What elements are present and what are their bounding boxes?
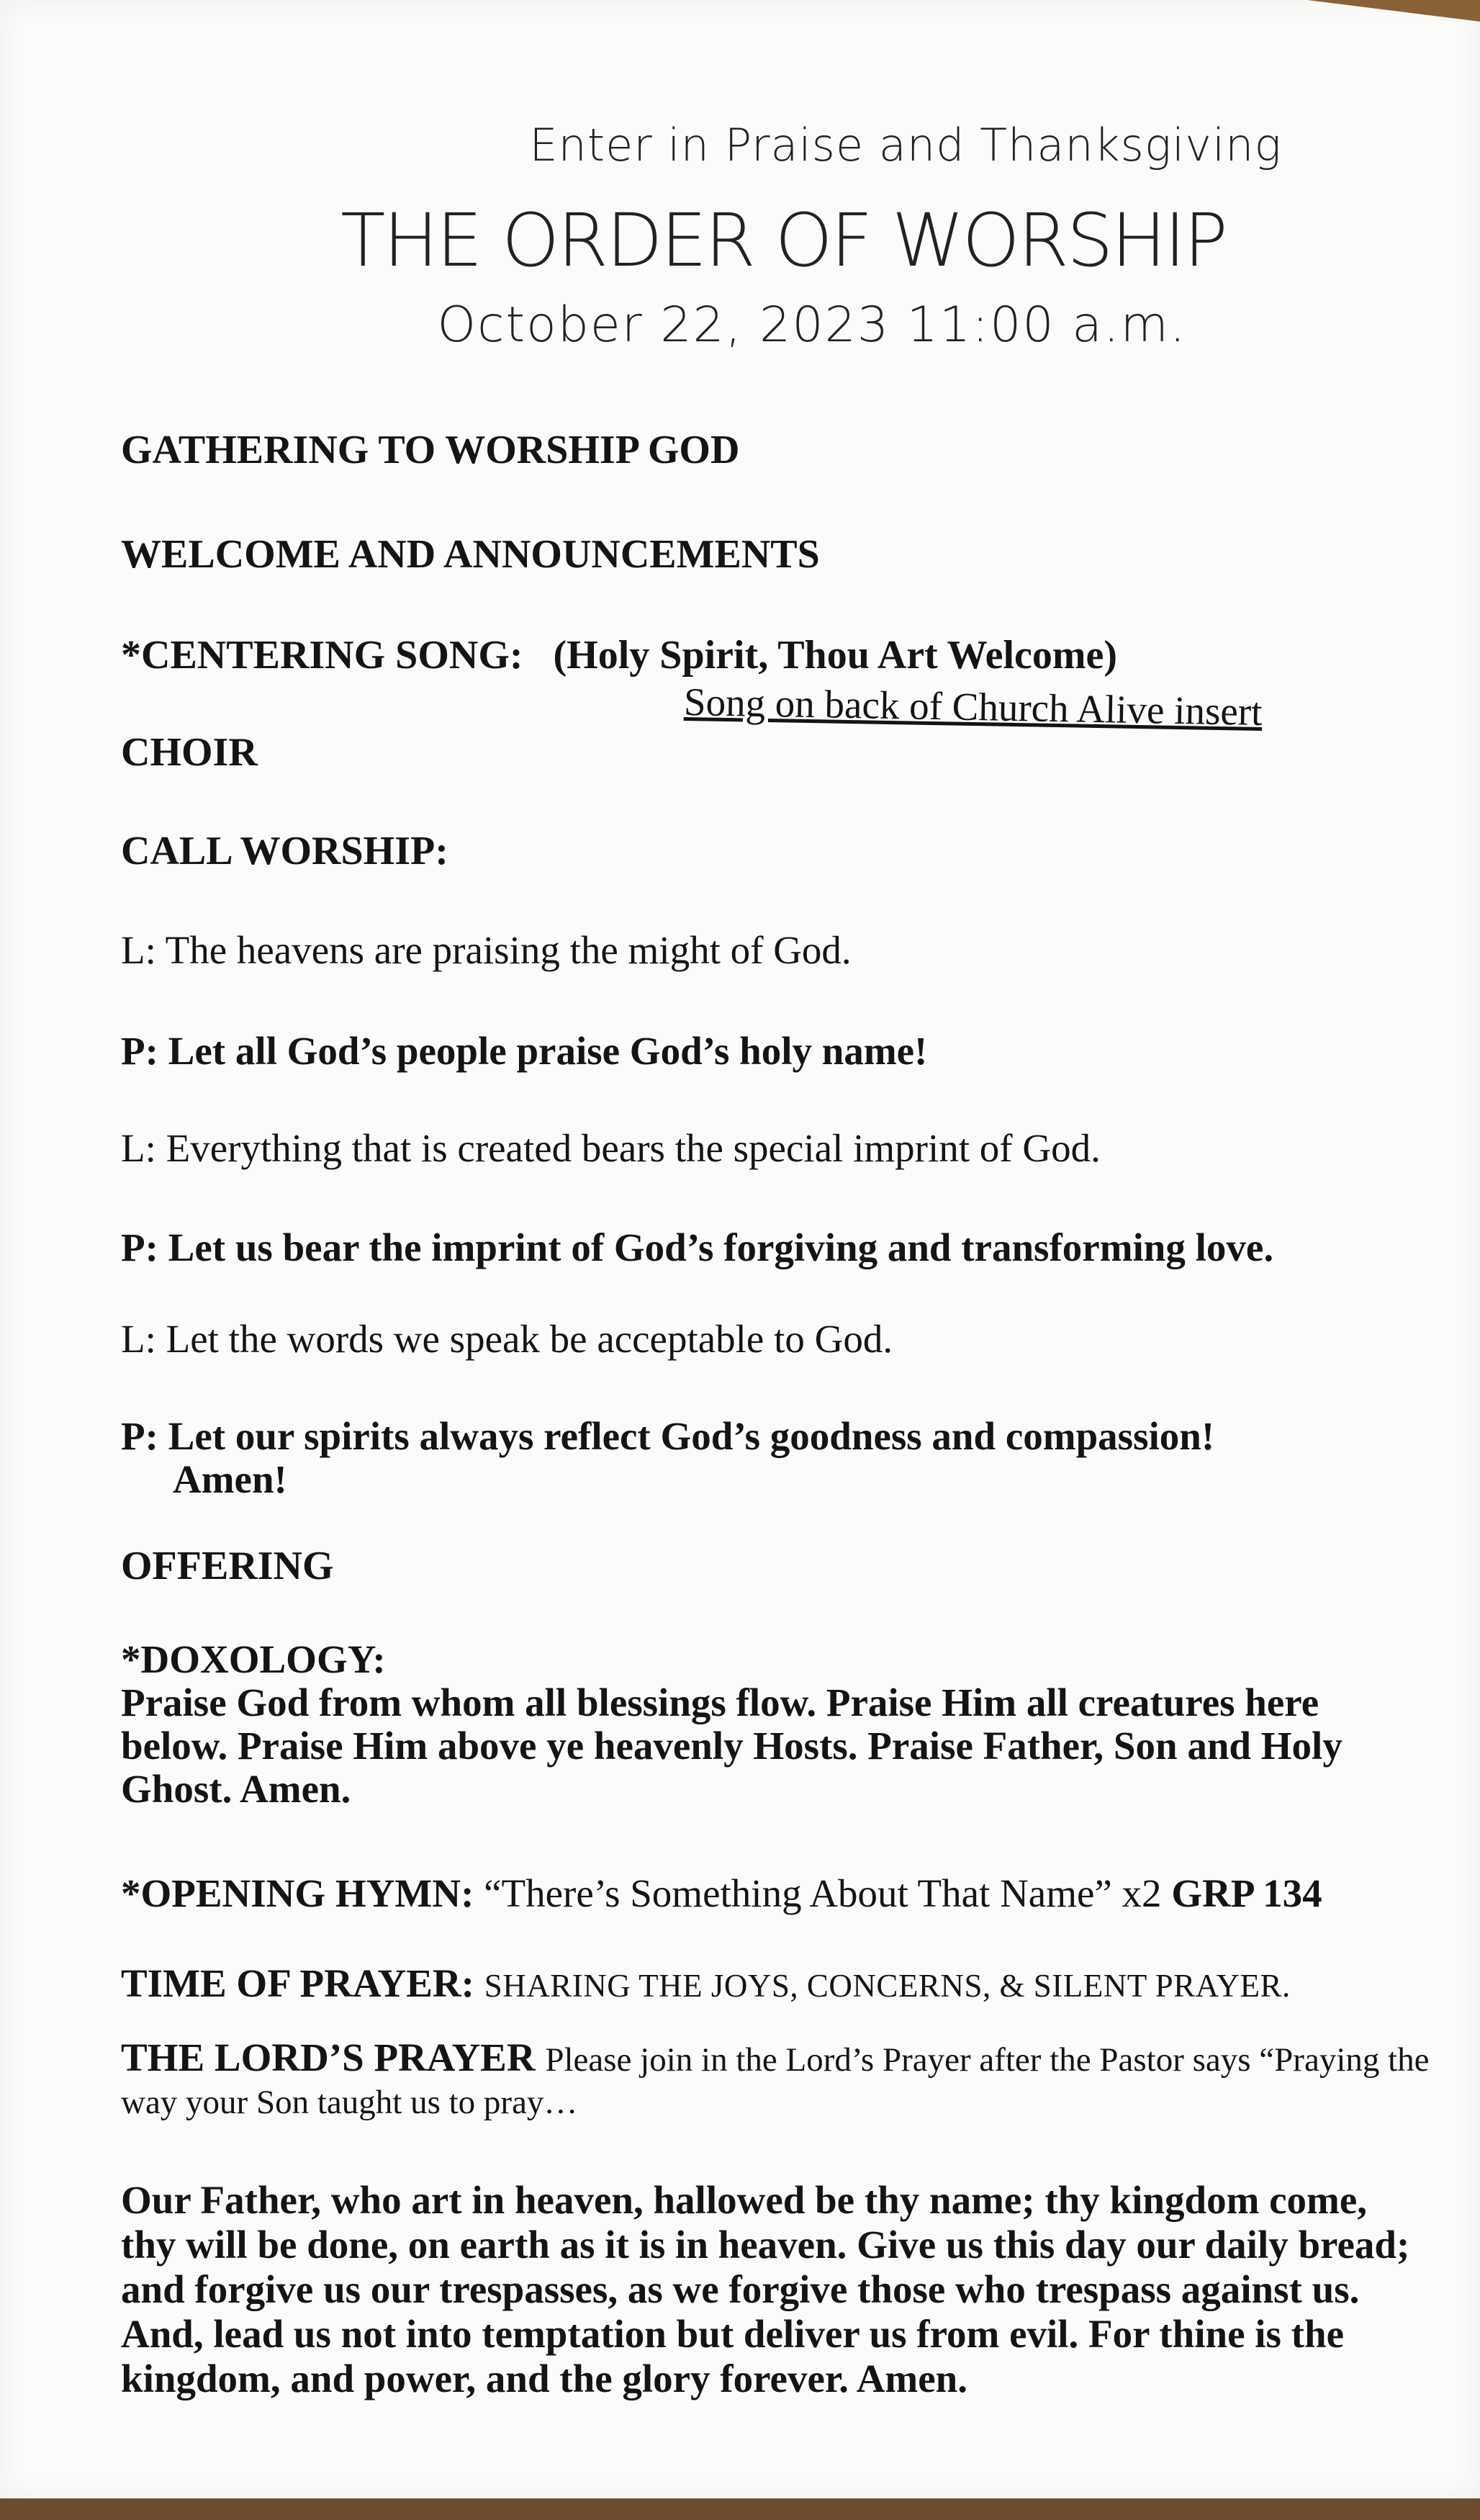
section-doxology (121, 1638, 1431, 1811)
opening-hymn-label: *OPENING HYMN: (121, 1871, 474, 1915)
section-offering: OFFERING (121, 1544, 334, 1588)
centering-song-label: *CENTERING SONG: (121, 633, 523, 678)
section-opening-hymn (121, 1872, 1431, 1915)
bulletin-subtitle: Enter in Praise and Thanksgiving (529, 119, 1282, 171)
opening-hymn-title: “There’s Something About That Name” x2 (484, 1871, 1162, 1915)
lords-prayer-label: THE LORD’S PRAYER (121, 2035, 536, 2079)
section-call-worship: CALL WORSHIP: (121, 829, 448, 873)
litany-text: P: Let our spirits always reflect God’s goodness and compassion! (121, 1414, 1215, 1458)
time-of-prayer-label: TIME OF PRAYER: (121, 1961, 474, 2005)
section-welcome: WELCOME AND ANNOUNCEMENTS (121, 532, 820, 577)
litany-line-people: P: Let all God’s people praise God’s holy name! (121, 1029, 928, 1073)
opening-hymn-number: GRP 134 (1171, 1871, 1322, 1915)
table-surface (0, 2498, 1480, 2520)
service-date: October 22, 2023 11:00 a.m. (437, 297, 1187, 354)
lords-prayer-text: Our Father, who art in heaven, hallowed be thy name; thy kingdom come, thy will be done, on earth as it is in heaven. Give us this day our daily bread; and forgive us our trespasses, as we forgive those who trespass against us. And, lead us not into temptation but deliver us from evil. For thine is the kingdom, and power, and the glory forever. Amen. (121, 2178, 1410, 2400)
section-gathering: GATHERING TO WORSHIP GOD (121, 428, 740, 472)
litany-line-leader: L: Everything that is created bears the special imprint of God. (121, 1126, 1101, 1170)
lords-prayer-instruction: Please join in the Lord’s Prayer after the Pastor says “Praying the way your Son taught us to pray… (121, 2041, 1430, 2121)
bulletin-title: THE ORDER OF WORSHIP (340, 198, 1226, 284)
litany-line-leader: L: The heavens are praising the might of God. (121, 928, 852, 972)
section-lords-prayer (121, 2035, 1431, 2123)
litany-amen: Amen! (173, 1457, 287, 1501)
table-surface-corner (1307, 0, 1480, 22)
section-choir: CHOIR (121, 730, 258, 775)
centering-song-note: Song on back of Church Alive insert (683, 679, 1263, 734)
litany-line-people: P: Let us bear the imprint of God’s forgiving and transforming love. (121, 1225, 1274, 1269)
centering-song-title: (Holy Spirit, Thou Art Welcome) (553, 633, 1118, 678)
litany-line-people (121, 1415, 1431, 1501)
doxology-label: *DOXOLOGY: (121, 1637, 386, 1681)
litany-line-leader: L: Let the words we speak be acceptable to God. (121, 1317, 893, 1361)
section-centering-song (121, 634, 1431, 677)
time-of-prayer-text: SHARING THE JOYS, CONCERNS, & SILENT PRAYER. (484, 1968, 1291, 2004)
section-time-of-prayer (121, 1962, 1431, 2007)
doxology-text: Praise God from whom all blessings flow. Praise Him all creatures here below. Praise Him above ye heavenly Hosts. Praise Father, Son and Holy Ghost. Amen. (121, 1680, 1343, 1811)
